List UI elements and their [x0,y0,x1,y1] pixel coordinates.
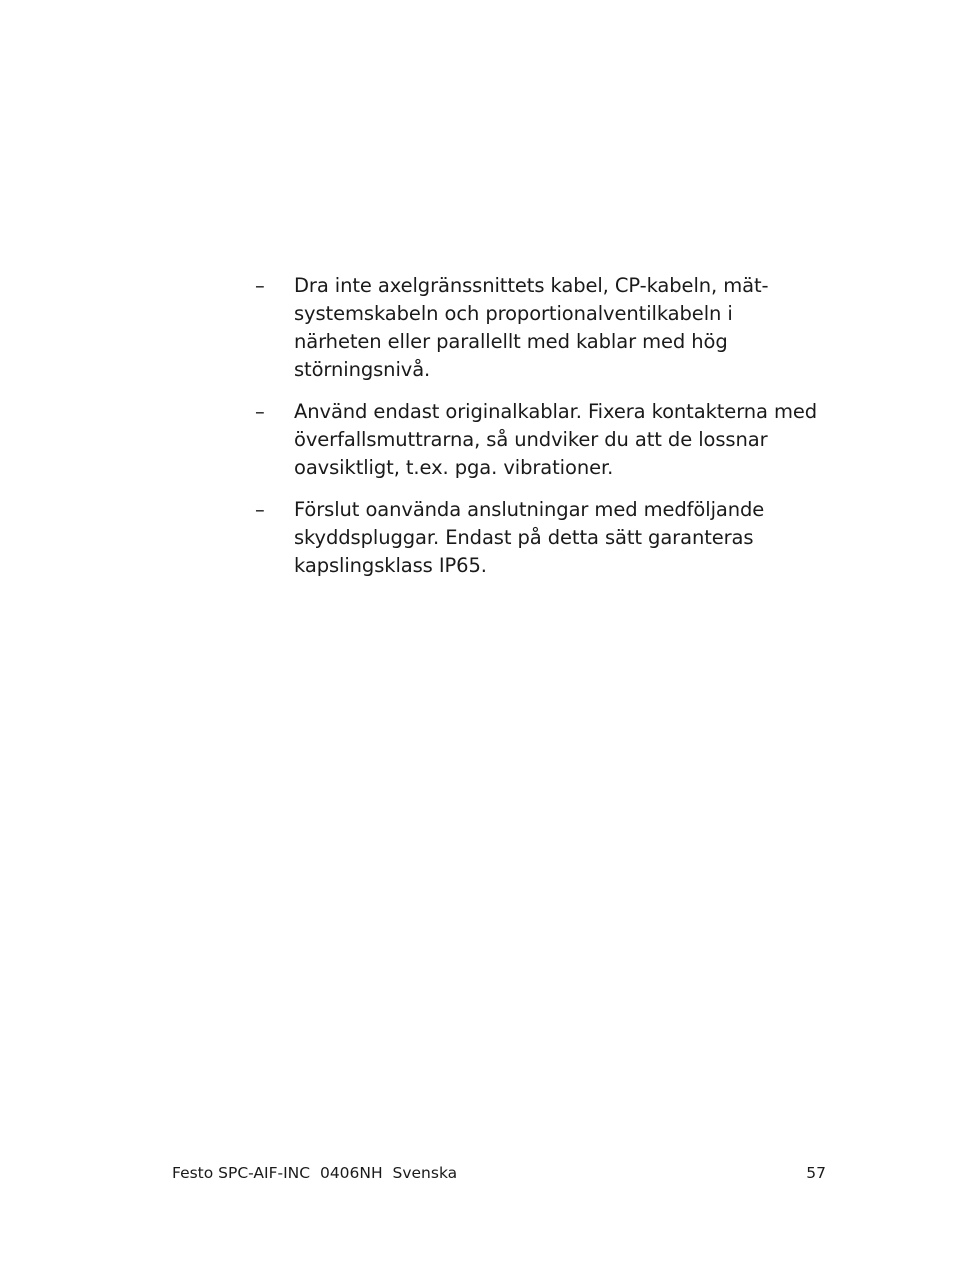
footer-page-number: 57 [806,1164,826,1182]
text-line: skyddspluggar. Endast på detta sätt garanteras [294,526,754,549]
text-line: oavsiktligt, t.ex. pga. vibrationer. [294,456,614,479]
text-line: Dra inte axelgränssnittets kabel, CP-kabeln, mät- [294,274,769,297]
text-line: systemskabeln och proportionalventilkabeln i [294,302,733,325]
text-line: närheten eller parallellt med kablar med hög [294,330,728,353]
bullet-dash: – [255,498,265,521]
text-line: överfallsmuttrarna, så undviker du att de lossnar [294,428,768,451]
instruction-list [255,272,835,594]
text-line: störningsnivå. [294,358,431,381]
bullet-dash: – [255,274,265,297]
list-item [255,272,835,384]
bullet-dash: – [255,400,265,423]
list-item [255,398,835,482]
text-line: Använd endast originalkablar. Fixera kontakterna med [294,400,818,423]
footer-document-id: Festo SPC-AIF-INC 0406NH Svenska [172,1164,458,1182]
text-line: kapslingsklass IP65. [294,554,487,577]
text-line: Förslut oanvända anslutningar med medföljande [294,498,765,521]
list-item [255,496,835,580]
